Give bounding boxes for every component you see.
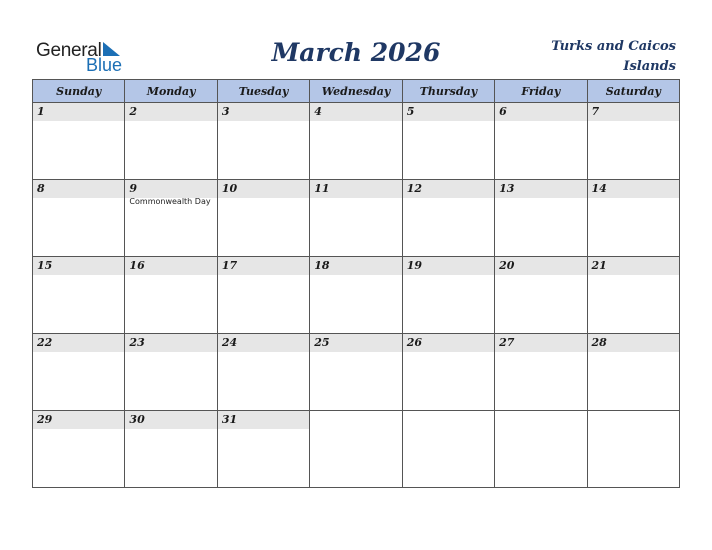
day-number: 9 bbox=[125, 180, 216, 198]
day-number: 28 bbox=[588, 334, 679, 352]
day-cell bbox=[310, 103, 402, 180]
day-number: 16 bbox=[125, 257, 216, 275]
empty-day-cell bbox=[402, 411, 494, 488]
weekday-header-row bbox=[33, 80, 680, 103]
day-number: 6 bbox=[495, 103, 586, 121]
logo-general-text: General bbox=[36, 40, 102, 61]
week-row bbox=[33, 180, 680, 257]
week-row bbox=[33, 334, 680, 411]
day-cell bbox=[125, 257, 217, 334]
day-number: 30 bbox=[125, 411, 216, 429]
day-cell bbox=[217, 103, 309, 180]
day-number: 22 bbox=[33, 334, 124, 352]
day-cell bbox=[125, 334, 217, 411]
day-number: 20 bbox=[495, 257, 586, 275]
day-number: 29 bbox=[33, 411, 124, 429]
day-cell bbox=[310, 257, 402, 334]
day-cell bbox=[125, 411, 217, 488]
day-cell bbox=[402, 180, 494, 257]
day-number: 19 bbox=[403, 257, 494, 275]
holiday-label: Commonwealth Day bbox=[129, 197, 211, 206]
weekday-header: Sunday bbox=[33, 80, 125, 103]
day-cell bbox=[33, 334, 125, 411]
weekday-header: Tuesday bbox=[217, 80, 309, 103]
day-number: 25 bbox=[310, 334, 401, 352]
day-cell bbox=[33, 180, 125, 257]
day-number: 8 bbox=[33, 180, 124, 198]
day-number: 1 bbox=[33, 103, 124, 121]
day-cell bbox=[495, 257, 587, 334]
day-cell bbox=[125, 103, 217, 180]
day-cell bbox=[402, 334, 494, 411]
day-cell bbox=[217, 180, 309, 257]
region-line-1: Turks and Caicos bbox=[551, 39, 676, 54]
day-number: 18 bbox=[310, 257, 401, 275]
day-number: 11 bbox=[310, 180, 401, 198]
day-cell bbox=[217, 257, 309, 334]
week-row bbox=[33, 257, 680, 334]
day-cell bbox=[587, 257, 679, 334]
weekday-header: Saturday bbox=[587, 80, 679, 103]
region-line-2: Islands bbox=[623, 59, 676, 74]
empty-day-cell bbox=[310, 411, 402, 488]
day-number: 21 bbox=[588, 257, 679, 275]
day-cell bbox=[217, 334, 309, 411]
day-cell bbox=[310, 180, 402, 257]
empty-day-cell bbox=[495, 411, 587, 488]
day-number: 4 bbox=[310, 103, 401, 121]
region-name bbox=[526, 37, 676, 77]
day-number: 24 bbox=[218, 334, 309, 352]
day-number: 15 bbox=[33, 257, 124, 275]
day-number: 14 bbox=[588, 180, 679, 198]
day-number: 5 bbox=[403, 103, 494, 121]
weekday-header: Monday bbox=[125, 80, 217, 103]
day-cell bbox=[495, 103, 587, 180]
calendar-title: March 2026 bbox=[271, 38, 441, 67]
day-number: 7 bbox=[588, 103, 679, 121]
day-number: 2 bbox=[125, 103, 216, 121]
day-cell bbox=[587, 180, 679, 257]
day-cell bbox=[402, 103, 494, 180]
week-row bbox=[33, 411, 680, 488]
day-number: 23 bbox=[125, 334, 216, 352]
day-cell bbox=[217, 411, 309, 488]
day-cell bbox=[33, 411, 125, 488]
day-cell bbox=[33, 103, 125, 180]
day-number: 12 bbox=[403, 180, 494, 198]
day-number: 3 bbox=[218, 103, 309, 121]
day-cell bbox=[587, 334, 679, 411]
day-number: 31 bbox=[218, 411, 309, 429]
day-cell bbox=[587, 103, 679, 180]
weekday-header: Friday bbox=[495, 80, 587, 103]
weekday-header: Wednesday bbox=[310, 80, 402, 103]
day-cell bbox=[33, 257, 125, 334]
day-number: 17 bbox=[218, 257, 309, 275]
day-number: 13 bbox=[495, 180, 586, 198]
day-number: 27 bbox=[495, 334, 586, 352]
day-cell bbox=[310, 334, 402, 411]
day-cell bbox=[125, 180, 217, 257]
calendar-grid bbox=[32, 79, 680, 488]
week-row bbox=[33, 103, 680, 180]
day-number: 10 bbox=[218, 180, 309, 198]
day-cell bbox=[495, 180, 587, 257]
logo-blue-text: Blue bbox=[86, 55, 123, 75]
weekday-header: Thursday bbox=[402, 80, 494, 103]
empty-day-cell bbox=[587, 411, 679, 488]
day-number: 26 bbox=[403, 334, 494, 352]
day-cell bbox=[495, 334, 587, 411]
day-cell bbox=[402, 257, 494, 334]
